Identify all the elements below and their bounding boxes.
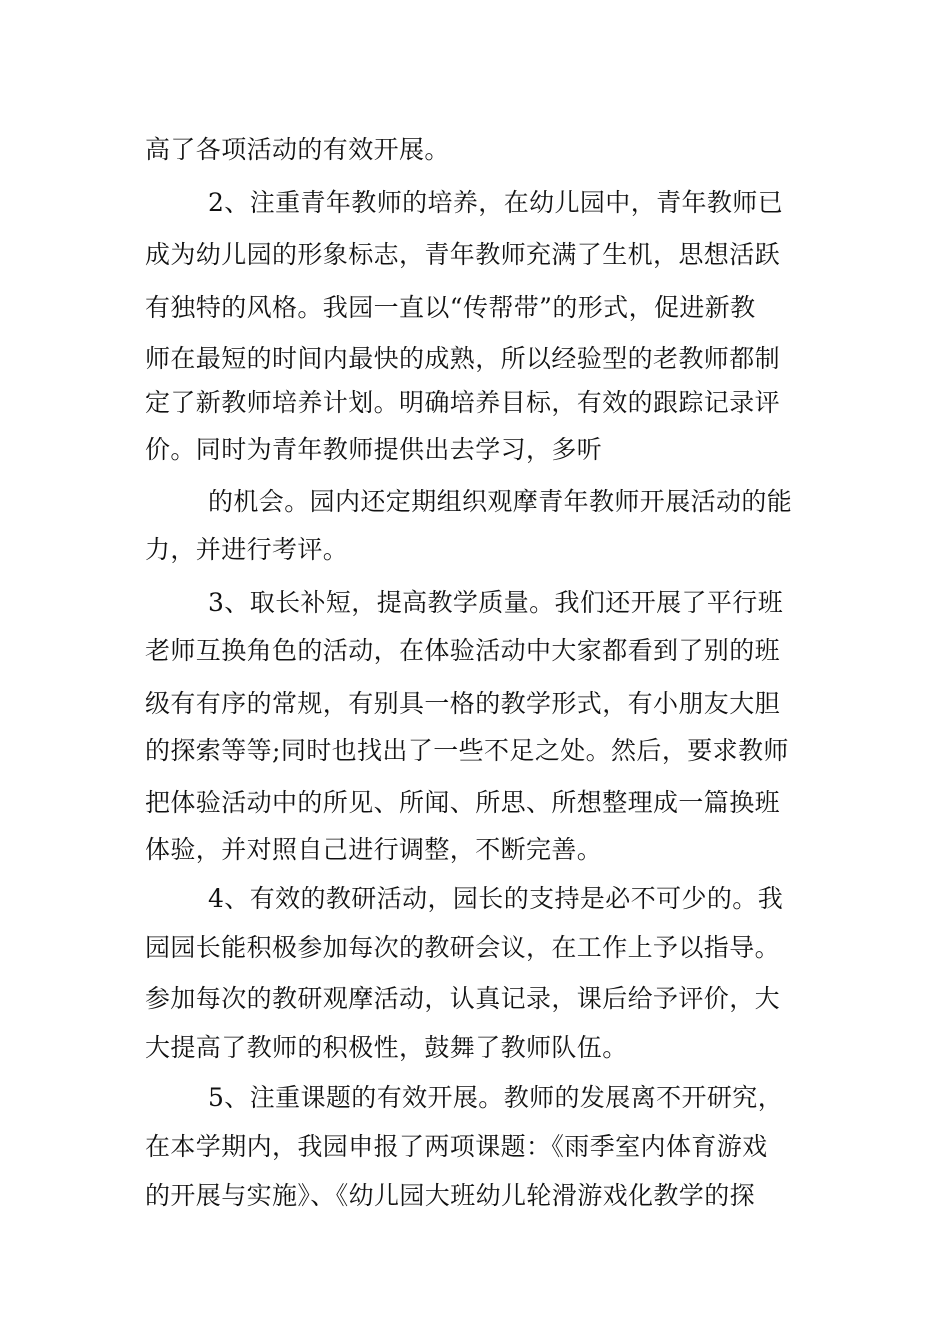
text-line: 价。同时为青年教师提供出去学习，多听 [145, 435, 603, 464]
text-line: 体验，并对照自己进行调整，不断完善。 [145, 835, 603, 864]
text-line: 的探索等等;同时也找出了一些不足之处。然后，要求教师 [145, 736, 789, 765]
text-line: 高了各项活动的有效开展。 [145, 135, 450, 164]
text-line: 3、取长补短，提高教学质量。我们还开展了平行班 [208, 588, 784, 617]
text-line: 的机会。园内还定期组织观摩青年教师开展活动的能 [208, 487, 793, 516]
text-line: 有独特的风格。我园一直以“传帮带”的形式，促进新教 [145, 293, 756, 322]
text-line: 成为幼儿园的形象标志，青年教师充满了生机，思想活跃 [145, 240, 781, 269]
text-line: 把体验活动中的所见、所闻、所思、所想整理成一篇换班 [145, 788, 781, 817]
text-line: 级有有序的常规，有别具一格的教学形式，有小朋友大胆 [145, 689, 781, 718]
text-line: 力，并进行考评。 [145, 535, 349, 564]
text-line: 的开展与实施》、《幼儿园大班幼儿轮滑游戏化教学的探 [145, 1181, 756, 1210]
text-line: 老师互换角色的活动，在体验活动中大家都看到了别的班 [145, 636, 781, 665]
text-line: 在本学期内，我园申报了两项课题：《雨季室内体育游戏 [145, 1132, 768, 1161]
text-line: 参加每次的教研观摩活动，认真记录，课后给予评价，大 [145, 984, 781, 1013]
text-line: 大提高了教师的积极性，鼓舞了教师队伍。 [145, 1033, 628, 1062]
text-line: 师在最短的时间内最快的成熟，所以经验型的老教师都制 [145, 344, 781, 373]
text-line: 定了新教师培养计划。明确培养目标，有效的跟踪记录评 [145, 388, 781, 417]
text-line: 2、注重青年教师的培养，在幼儿园中，青年教师已 [208, 188, 784, 217]
text-line: 园园长能积极参加每次的教研会议，在工作上予以指导。 [145, 933, 781, 962]
text-line: 4、有效的教研活动，园长的支持是必不可少的。我 [208, 884, 784, 913]
text-line: 5、注重课题的有效开展。教师的发展离不开研究， [208, 1083, 784, 1112]
